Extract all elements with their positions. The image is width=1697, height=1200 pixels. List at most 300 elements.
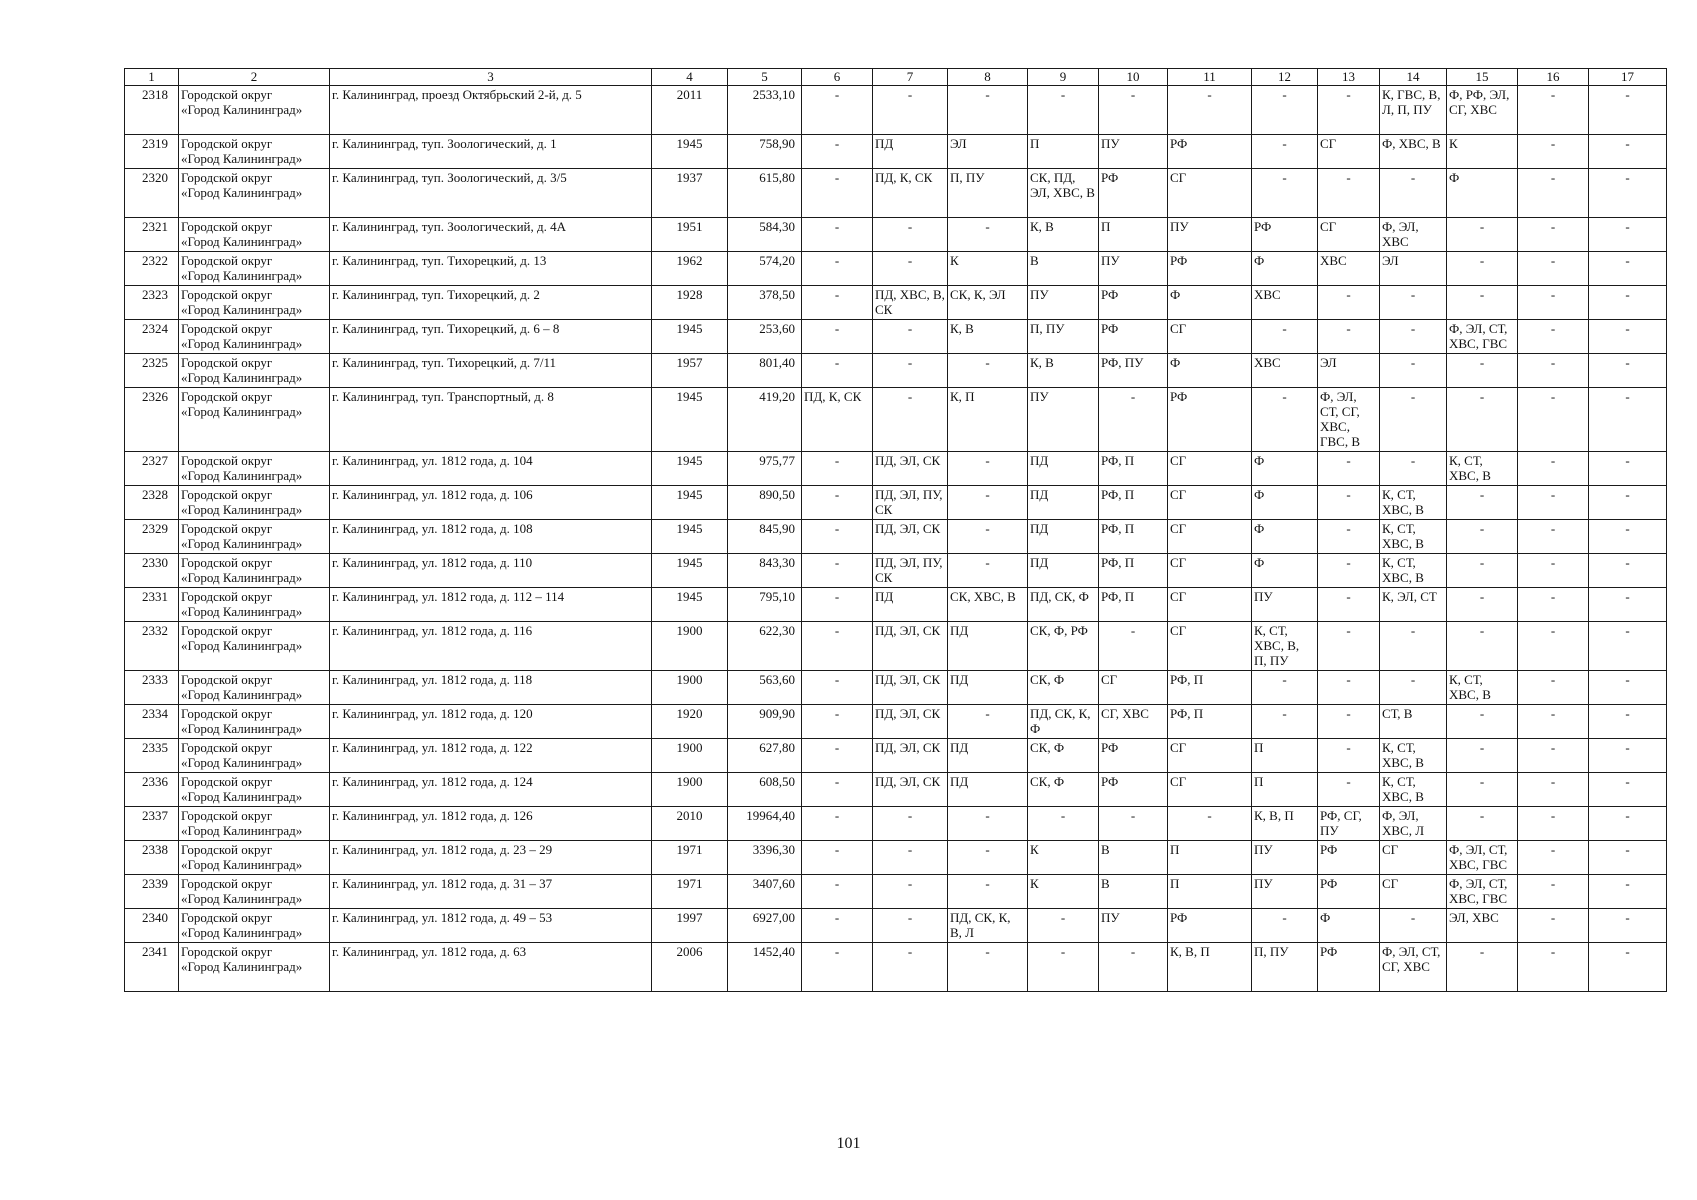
col-15-value: - [1447,943,1518,992]
organization-name [179,622,330,671]
col-12-value: П, ПУ [1252,943,1318,992]
col-13-value: - [1318,554,1380,588]
row-number: 2326 [125,388,179,452]
area-value: 890,50 [728,486,802,520]
col-15-value: - [1447,520,1518,554]
organization-name-line: Городской округ [181,287,273,302]
col-10-value: РФ, П [1099,520,1168,554]
row-number: 2323 [125,286,179,320]
col-17-value: - [1589,588,1667,622]
col-12-value: ХВС [1252,286,1318,320]
organization-name-line: «Город Калининград» [181,823,303,838]
col-11-value: - [1168,86,1252,135]
col-9-value: - [1028,807,1099,841]
organization-name [179,86,330,135]
col-11-value: СГ [1168,588,1252,622]
organization-name-line: «Город Калининград» [181,857,303,872]
column-number-4: 4 [652,69,728,86]
col-12-value: К, СТ, ХВС, В, П, ПУ [1252,622,1318,671]
table-row [125,452,1667,486]
col-13-value: - [1318,169,1380,218]
col-9-value: ПУ [1028,388,1099,452]
area-value: 622,30 [728,622,802,671]
address: г. Калининград, туп. Тихорецкий, д. 2 [330,286,652,320]
organization-name-line: Городской округ [181,589,273,604]
column-number-17: 17 [1589,69,1667,86]
table-row [125,135,1667,169]
col-6-value: - [802,841,873,875]
col-13-value: - [1318,588,1380,622]
table-row [125,807,1667,841]
organization-name [179,807,330,841]
col-10-value: - [1099,388,1168,452]
row-number: 2319 [125,135,179,169]
col-17-value: - [1589,554,1667,588]
col-12-value: Ф [1252,520,1318,554]
col-10-value: - [1099,622,1168,671]
organization-name-line: «Город Калининград» [181,336,303,351]
col-10-value: РФ [1099,286,1168,320]
year-built: 1945 [652,388,728,452]
table-row [125,218,1667,252]
col-14-value: - [1380,452,1447,486]
col-7-value: - [873,354,948,388]
col-16-value: - [1518,169,1589,218]
col-15-value: - [1447,218,1518,252]
col-15-value: К, СТ, ХВС, В [1447,452,1518,486]
address: г. Калининград, ул. 1812 года, д. 108 [330,520,652,554]
col-17-value: - [1589,841,1667,875]
col-11-value: П [1168,841,1252,875]
col-9-value: К, В [1028,218,1099,252]
col-9-value: СК, Ф, РФ [1028,622,1099,671]
col-7-value: ПД, ЭЛ, СК [873,622,948,671]
organization-name-line: «Город Калининград» [181,102,303,117]
col-14-value: К, СТ, ХВС, В [1380,520,1447,554]
col-11-value: П [1168,875,1252,909]
col-9-value: СК, Ф [1028,739,1099,773]
address: г. Калининград, ул. 1812 года, д. 112 – 114 [330,588,652,622]
col-7-value: - [873,875,948,909]
col-13-value: ЭЛ [1318,354,1380,388]
col-14-value: Ф, ЭЛ, СТ, СГ, ХВС [1380,943,1447,992]
col-8-value: - [948,875,1028,909]
organization-name-line: Городской округ [181,219,273,234]
address: г. Калининград, ул. 1812 года, д. 31 – 37 [330,875,652,909]
area-value: 2533,10 [728,86,802,135]
col-13-value: - [1318,773,1380,807]
col-8-value: - [948,520,1028,554]
col-14-value: - [1380,909,1447,943]
page-number: 101 [836,1135,861,1152]
organization-name-line: Городской округ [181,321,273,336]
col-14-value: Ф, ЭЛ, ХВС [1380,218,1447,252]
row-number: 2322 [125,252,179,286]
organization-name-line: «Город Калининград» [181,234,303,249]
column-number-16: 16 [1518,69,1589,86]
col-16-value: - [1518,388,1589,452]
organization-name [179,705,330,739]
col-13-value: - [1318,486,1380,520]
organization-name-line: «Город Калининград» [181,789,303,804]
organization-name-line: «Город Калининград» [181,604,303,619]
col-17-value: - [1589,807,1667,841]
row-number: 2338 [125,841,179,875]
row-number: 2339 [125,875,179,909]
address: г. Калининград, ул. 1812 года, д. 122 [330,739,652,773]
col-15-value: - [1447,486,1518,520]
col-7-value: ПД, К, СК [873,169,948,218]
col-8-value: ПД [948,671,1028,705]
col-12-value: - [1252,705,1318,739]
col-8-value: СК, К, ЭЛ [948,286,1028,320]
col-9-value: СК, Ф [1028,773,1099,807]
col-17-value: - [1589,388,1667,452]
column-number-5: 5 [728,69,802,86]
col-11-value: СГ [1168,452,1252,486]
col-16-value: - [1518,452,1589,486]
col-7-value: ПД, ЭЛ, СК [873,671,948,705]
area-value: 6927,00 [728,909,802,943]
col-14-value: К, СТ, ХВС, В [1380,554,1447,588]
area-value: 845,90 [728,520,802,554]
row-number: 2327 [125,452,179,486]
organization-name-line: «Город Калининград» [181,185,303,200]
col-11-value: Ф [1168,286,1252,320]
col-8-value: П, ПУ [948,169,1028,218]
col-13-value: РФ, СГ, ПУ [1318,807,1380,841]
organization-name-line: «Город Калининград» [181,468,303,483]
col-14-value: - [1380,320,1447,354]
organization-name-line: Городской округ [181,136,273,151]
col-12-value: Ф [1252,554,1318,588]
col-13-value: РФ [1318,841,1380,875]
col-12-value: - [1252,169,1318,218]
col-10-value: РФ, П [1099,486,1168,520]
col-16-value: - [1518,286,1589,320]
organization-name-line: «Город Калининград» [181,570,303,585]
organization-name [179,486,330,520]
col-12-value: РФ [1252,218,1318,252]
col-10-value: ПУ [1099,909,1168,943]
col-17-value: - [1589,135,1667,169]
col-13-value: - [1318,739,1380,773]
organization-name-line: «Город Калининград» [181,536,303,551]
col-8-value: - [948,807,1028,841]
year-built: 1945 [652,520,728,554]
organization-name [179,354,330,388]
organization-name [179,875,330,909]
col-16-value: - [1518,807,1589,841]
col-16-value: - [1518,554,1589,588]
table-row [125,875,1667,909]
col-14-value: - [1380,671,1447,705]
col-13-value: - [1318,671,1380,705]
year-built: 1945 [652,320,728,354]
col-10-value: В [1099,841,1168,875]
col-10-value: СГ [1099,671,1168,705]
col-17-value: - [1589,286,1667,320]
col-11-value: СГ [1168,169,1252,218]
col-7-value: - [873,86,948,135]
organization-name [179,388,330,452]
col-14-value: - [1380,622,1447,671]
col-16-value: - [1518,841,1589,875]
col-13-value: ХВС [1318,252,1380,286]
col-8-value: - [948,86,1028,135]
area-value: 19964,40 [728,807,802,841]
area-value: 419,20 [728,388,802,452]
area-value: 3396,30 [728,841,802,875]
col-10-value: - [1099,86,1168,135]
col-12-value: ПУ [1252,588,1318,622]
organization-name-line: Городской округ [181,170,273,185]
col-15-value: - [1447,739,1518,773]
col-7-value: ПД, ХВС, В, СК [873,286,948,320]
col-14-value: - [1380,388,1447,452]
col-16-value: - [1518,135,1589,169]
col-10-value: РФ, ПУ [1099,354,1168,388]
col-8-value: ПД, СК, К, В, Л [948,909,1028,943]
organization-name-line: Городской округ [181,555,273,570]
col-7-value: - [873,841,948,875]
col-7-value: - [873,320,948,354]
col-16-value: - [1518,354,1589,388]
col-8-value: - [948,452,1028,486]
col-12-value: Ф [1252,252,1318,286]
year-built: 1971 [652,875,728,909]
column-number-10: 10 [1099,69,1168,86]
table-row [125,252,1667,286]
address: г. Калининград, ул. 1812 года, д. 63 [330,943,652,992]
col-15-value: - [1447,588,1518,622]
row-number: 2321 [125,218,179,252]
col-6-value: - [802,520,873,554]
organization-name-line: Городской округ [181,808,273,823]
col-9-value: - [1028,943,1099,992]
col-9-value: ПД, СК, Ф [1028,588,1099,622]
col-9-value: К [1028,841,1099,875]
column-number-7: 7 [873,69,948,86]
address: г. Калининград, ул. 1812 года, д. 126 [330,807,652,841]
col-6-value: - [802,773,873,807]
col-14-value: - [1380,354,1447,388]
col-16-value: - [1518,86,1589,135]
col-15-value: - [1447,354,1518,388]
col-7-value: - [873,807,948,841]
organization-name [179,588,330,622]
organization-name [179,773,330,807]
organization-name-line: Городской округ [181,842,273,857]
col-10-value: ПУ [1099,135,1168,169]
col-9-value: ПД, СК, К, Ф [1028,705,1099,739]
organization-name [179,943,330,992]
column-number-11: 11 [1168,69,1252,86]
table-row [125,486,1667,520]
col-11-value: СГ [1168,520,1252,554]
col-13-value: - [1318,320,1380,354]
table-row [125,943,1667,992]
area-value: 801,40 [728,354,802,388]
organization-name [179,169,330,218]
column-number-15: 15 [1447,69,1518,86]
col-17-value: - [1589,252,1667,286]
col-7-value: ПД [873,135,948,169]
col-16-value: - [1518,486,1589,520]
row-number: 2318 [125,86,179,135]
col-7-value: ПД, ЭЛ, СК [873,452,948,486]
col-7-value: - [873,388,948,452]
col-6-value: - [802,320,873,354]
col-8-value: - [948,554,1028,588]
col-15-value: К, СТ, ХВС, В [1447,671,1518,705]
col-6-value: - [802,671,873,705]
organization-name-line: «Город Калининград» [181,721,303,736]
col-10-value: РФ [1099,169,1168,218]
row-number: 2340 [125,909,179,943]
col-11-value: СГ [1168,320,1252,354]
col-9-value: К [1028,875,1099,909]
year-built: 1900 [652,671,728,705]
col-12-value: П [1252,739,1318,773]
col-8-value: - [948,705,1028,739]
col-14-value: - [1380,169,1447,218]
col-15-value: Ф, РФ, ЭЛ, СГ, ХВС [1447,86,1518,135]
col-12-value: Ф [1252,486,1318,520]
year-built: 1937 [652,169,728,218]
col-15-value: Ф, ЭЛ, СТ, ХВС, ГВС [1447,841,1518,875]
address: г. Калининград, туп. Тихорецкий, д. 13 [330,252,652,286]
col-12-value: ПУ [1252,841,1318,875]
col-17-value: - [1589,169,1667,218]
column-number-3: 3 [330,69,652,86]
col-6-value: - [802,909,873,943]
year-built: 1945 [652,554,728,588]
address: г. Калининград, туп. Тихорецкий, д. 6 – 8 [330,320,652,354]
organization-name [179,554,330,588]
address: г. Калининград, ул. 1812 года, д. 120 [330,705,652,739]
col-11-value: РФ [1168,135,1252,169]
col-8-value: ПД [948,773,1028,807]
col-10-value: - [1099,807,1168,841]
organization-name-line: Городской округ [181,87,273,102]
address: г. Калининград, туп. Зоологический, д. 1 [330,135,652,169]
col-16-value: - [1518,218,1589,252]
table-row [125,86,1667,135]
col-6-value: - [802,875,873,909]
organization-name-line: Городской округ [181,910,273,925]
col-11-value: СГ [1168,554,1252,588]
area-value: 3407,60 [728,875,802,909]
organization-name-line: «Город Калининград» [181,959,303,974]
year-built: 1945 [652,588,728,622]
col-12-value: К, В, П [1252,807,1318,841]
col-9-value: - [1028,909,1099,943]
col-16-value: - [1518,705,1589,739]
col-8-value: - [948,943,1028,992]
col-14-value: - [1380,286,1447,320]
col-6-value: - [802,452,873,486]
organization-name-line: Городской округ [181,672,273,687]
col-16-value: - [1518,671,1589,705]
organization-name [179,135,330,169]
col-12-value: ПУ [1252,875,1318,909]
col-13-value: - [1318,705,1380,739]
col-9-value: В [1028,252,1099,286]
col-7-value: ПД, ЭЛ, ПУ, СК [873,554,948,588]
organization-name [179,252,330,286]
year-built: 2011 [652,86,728,135]
col-17-value: - [1589,486,1667,520]
organization-name-line: Городской округ [181,623,273,638]
col-17-value: - [1589,875,1667,909]
col-8-value: К, П [948,388,1028,452]
address: г. Калининград, туп. Зоологический, д. 4А [330,218,652,252]
col-6-value: ПД, К, СК [802,388,873,452]
col-14-value: К, СТ, ХВС, В [1380,773,1447,807]
year-built: 1945 [652,135,728,169]
year-built: 2006 [652,943,728,992]
col-11-value: РФ [1168,909,1252,943]
address: г. Калининград, туп. Зоологический, д. 3/5 [330,169,652,218]
year-built: 1900 [652,773,728,807]
table-row [125,520,1667,554]
organization-name-line: «Город Калининград» [181,151,303,166]
col-6-value: - [802,218,873,252]
col-7-value: ПД, ЭЛ, СК [873,739,948,773]
row-number: 2329 [125,520,179,554]
column-number-8: 8 [948,69,1028,86]
row-number: 2330 [125,554,179,588]
col-10-value: РФ, П [1099,588,1168,622]
col-11-value: РФ [1168,388,1252,452]
year-built: 2010 [652,807,728,841]
col-6-value: - [802,486,873,520]
register-table [124,68,1667,992]
col-15-value: Ф [1447,169,1518,218]
table-row [125,841,1667,875]
col-16-value: - [1518,909,1589,943]
col-10-value: РФ [1099,739,1168,773]
col-16-value: - [1518,875,1589,909]
year-built: 1945 [652,452,728,486]
col-13-value: СГ [1318,218,1380,252]
col-16-value: - [1518,252,1589,286]
col-10-value: РФ, П [1099,452,1168,486]
organization-name [179,218,330,252]
col-10-value: В [1099,875,1168,909]
col-12-value: П [1252,773,1318,807]
col-7-value: ПД, ЭЛ, СК [873,773,948,807]
table-row [125,773,1667,807]
col-9-value: К, В [1028,354,1099,388]
col-9-value: П [1028,135,1099,169]
address: г. Калининград, ул. 1812 года, д. 23 – 29 [330,841,652,875]
col-17-value: - [1589,773,1667,807]
col-15-value: - [1447,622,1518,671]
table-row [125,739,1667,773]
organization-name [179,909,330,943]
col-7-value: - [873,252,948,286]
table-row [125,286,1667,320]
col-8-value: СК, ХВС, В [948,588,1028,622]
organization-name-line: Городской округ [181,453,273,468]
col-9-value: ПД [1028,554,1099,588]
col-17-value: - [1589,943,1667,992]
col-17-value: - [1589,354,1667,388]
area-value: 584,30 [728,218,802,252]
col-13-value: Ф [1318,909,1380,943]
